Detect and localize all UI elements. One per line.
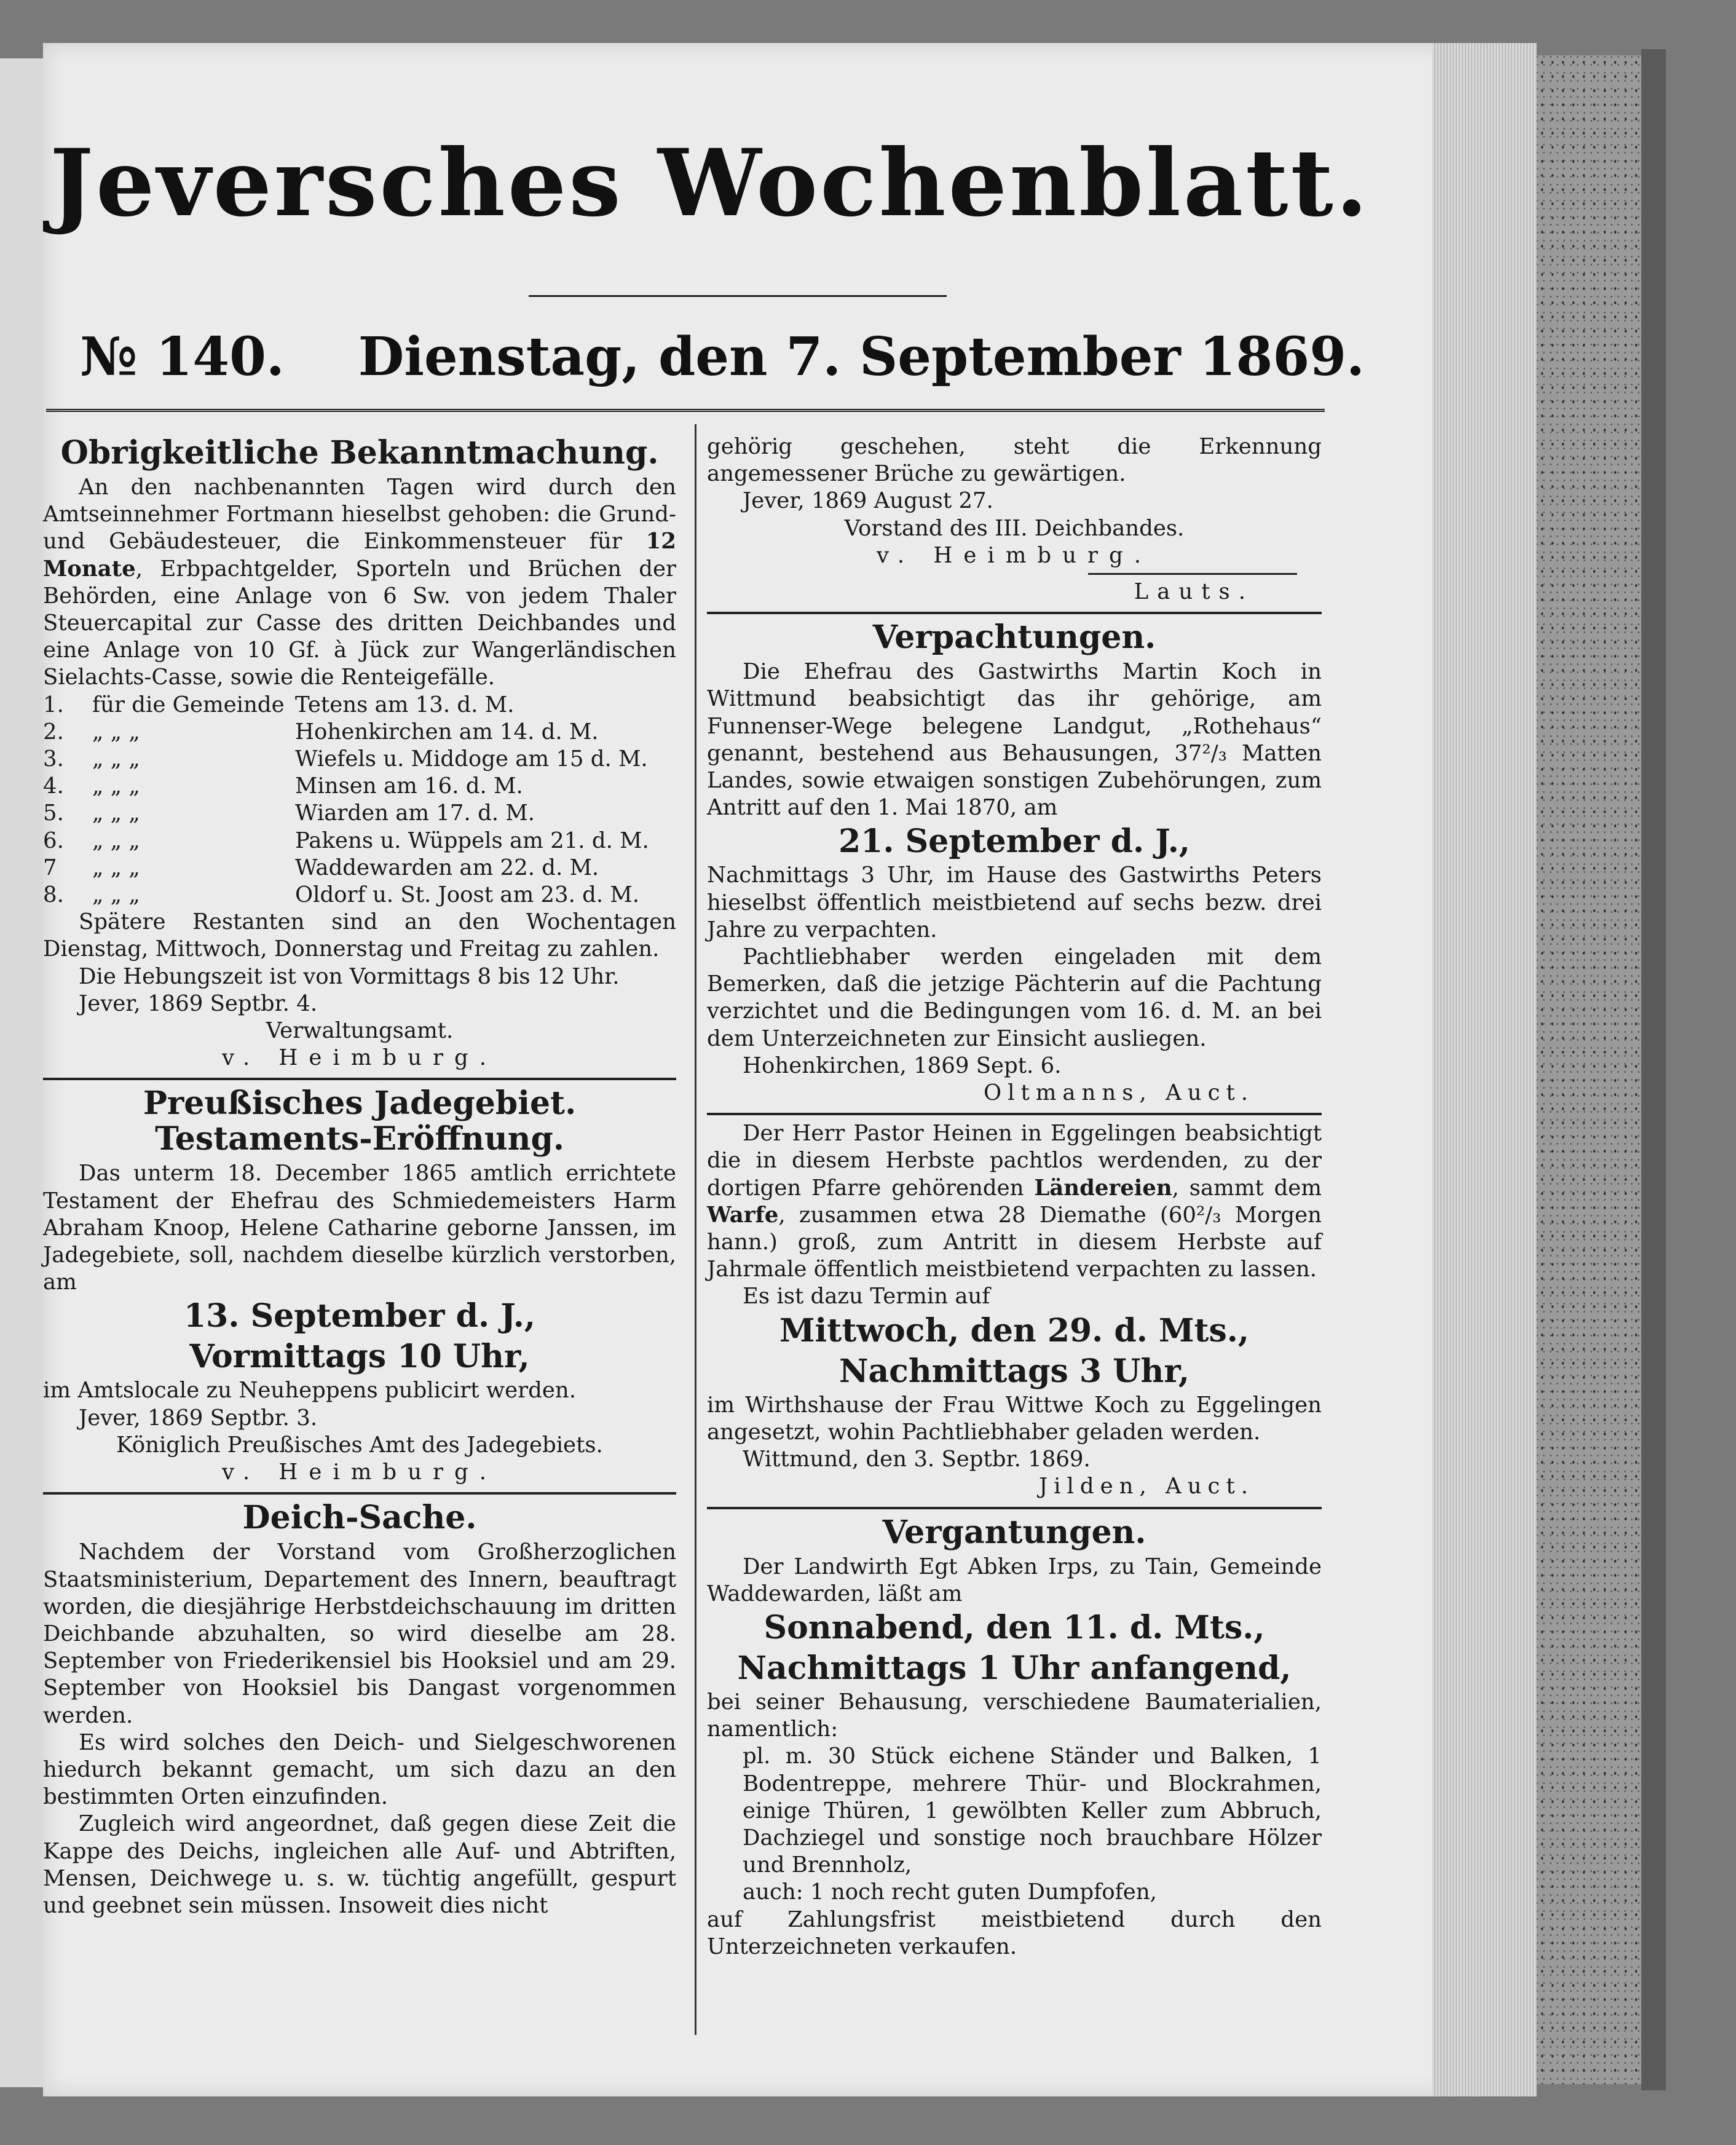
section-rule [707, 1113, 1322, 1115]
collection-schedule [43, 692, 676, 909]
text: , zusammen etwa 28 Diemathe (60²/₃ Morgen hann.) groß, zum Antritt in diesem Herbste auf Jahrmale öffentlich meistbietend verpachten zu lassen. [707, 1202, 1322, 1282]
schedule-row [43, 692, 676, 719]
signature: Lauts. [1134, 579, 1254, 605]
paragraph: im Wirthshause der Frau Wittwe Koch zu Eggelingen angesetzt, wohin Pachtliebhaber geladen werden. [707, 1392, 1322, 1445]
paragraph: im Amtslocale zu Neuheppens publicirt werden. [43, 1378, 577, 1404]
signature: v. Heimburg. [877, 542, 1152, 568]
notice-paragraph [707, 1120, 1322, 1283]
row-number: 3. [43, 746, 64, 772]
header-rule [46, 409, 1325, 412]
section-heading: Preußisches Jadegebiet. [143, 1084, 577, 1123]
event-date: 21. September d. J., [838, 823, 1190, 861]
dateline: Jever, 1869 Septbr. 3. [79, 1405, 318, 1431]
paragraph: Spätere Restanten sind an den Wochentagen Dienstag, Mittwoch, Donnerstag und Freitag zu zahlen. [43, 909, 676, 962]
row-text: Tetens am 13. d. M. [295, 692, 515, 717]
signature-rule [1088, 573, 1297, 575]
row-text: Wiefels u. Middoge am 15 d. M. [295, 746, 648, 772]
issue-date: Dienstag, den 7. September 1869. [358, 326, 1365, 388]
bold-text: Warfe [707, 1202, 779, 1228]
schedule-row [43, 882, 676, 909]
schedule-row [43, 746, 676, 773]
schedule-row [43, 855, 676, 882]
row-text: Pakens u. Wüppels am 21. d. M. [295, 828, 649, 853]
row-label: „ „ „ [92, 746, 140, 772]
row-number: 5. [43, 800, 64, 826]
masthead-title: Jeversches Wochenblatt. [50, 129, 1370, 237]
paragraph: bei seiner Behausung, verschiedene Baumaterialien, namentlich: [707, 1689, 1322, 1742]
event-time: Nachmittags 1 Uhr anfangend, [737, 1649, 1292, 1687]
paragraph: Nachmittags 3 Uhr, im Hause des Gastwirths Peters hieselbst öffentlich meistbietend auf sechs bezw. drei Jahre zu verpachten. [707, 863, 1322, 942]
text: Der Herr Pastor Heinen in Eggelingen beabsichtigt die in diesem Herbste pachtlos werdenden, zu der dortigen Pfarre gehörenden [707, 1121, 1322, 1201]
office-name: Verwaltungsamt. [266, 1018, 454, 1044]
paragraph: Die Hebungszeit ist von Vormittags 8 bis 12 Uhr. [79, 963, 620, 989]
paragraph: Die Ehefrau des Gastwirths Martin Koch in Wittmund beabsichtigt das ihr gehörige, am Funnenser-Wege belegene Landgut, „Rothehaus“ genannt, bestehend aus Behausungen, 37²/₃ Matten Landes, sowie etwaigen sonstigen Zubehörungen, zum Antritt auf den 1. Mai 1870, am [707, 659, 1322, 821]
paragraph: Es ist dazu Termin auf [743, 1284, 990, 1310]
event-time: Vormittags 10 Uhr, [189, 1338, 530, 1376]
paragraph: Nachdem der Vorstand vom Großherzoglichen Staatsministerium, Departement des Innern, beauftragt worden, die diesjährige Herbstdeichschauung im dritten Deichbande abzuhalten, so wird dieselbe am 28. September von Friederikensiel bis Hooksiel und am 29. September von Hooksiel bis Dangast vorgenommen werden. [43, 1539, 676, 1728]
office-name: Vorstand des III. Deichbandes. [844, 515, 1185, 541]
page-stack-edges [1432, 43, 1537, 2096]
row-text: Oldorf u. St. Joost am 23. d. M. [295, 882, 640, 908]
paragraph: gehörig geschehen, steht die Erkennung angemessener Brüche zu gewärtigen. [707, 434, 1322, 487]
row-label: „ „ „ [92, 828, 140, 853]
row-text: Hohenkirchen am 14. d. M. [295, 719, 599, 745]
row-number: 2. [43, 719, 64, 745]
cover-shadow [1641, 49, 1666, 2090]
row-label: „ „ „ [92, 855, 140, 880]
masthead-rule [529, 295, 947, 297]
signature: Jilden, Auct. [1038, 1474, 1254, 1499]
row-number: 4. [43, 773, 64, 799]
dateline: Wittmund, den 3. Septbr. 1869. [743, 1447, 1091, 1472]
row-label: für die Gemeinde [92, 692, 285, 717]
row-label: „ „ „ [92, 719, 140, 745]
event-date: 13. September d. J., [184, 1297, 535, 1335]
intro-text: An den nachbenannten Tagen wird durch den Amtseinnehmer Fortmann hieselbst gehoben: die Grund- und Gebäudesteuer, die Einkommensteuer für [43, 475, 676, 555]
bold-text: Ländereien [1034, 1175, 1172, 1201]
paragraph: Das unterm 18. December 1865 amtlich errichtete Testament der Ehefrau des Schmiedemeisters Harm Abraham Knoop, Helene Catharine geborne Janssen, im Jadegebiete, soll, nachdem dieselbe kürzlich verstorben, am [43, 1161, 676, 1295]
row-number: 8. [43, 882, 64, 908]
intro-bold: 12 Monate [43, 529, 676, 582]
section-rule [707, 1507, 1322, 1509]
column-divider [695, 424, 696, 2035]
issue-number: № 140. [80, 326, 285, 388]
row-text: Wiarden am 17. d. M. [295, 800, 535, 826]
left-column [43, 433, 676, 1919]
signature: Oltmanns, Auct. [984, 1080, 1254, 1106]
dateline: Hohenkirchen, 1869 Sept. 6. [743, 1053, 1062, 1078]
schedule-row [43, 800, 676, 827]
paragraph: auch: 1 noch recht guten Dumpfofen, [743, 1879, 1157, 1905]
signature: v. Heimburg. [222, 1460, 497, 1485]
section-heading: Deich-Sache. [242, 1499, 477, 1537]
section-heading: Vergantungen. [882, 1513, 1146, 1551]
paragraph: auf Zahlungsfrist meistbietend durch den Unterzeichneten verkaufen. [707, 1906, 1322, 1959]
paragraph: Pachtliebhaber werden eingeladen mit dem Bemerken, daß die jetzige Pächterin auf die Pachtung verzichtet und die Bedingungen vom 16. d. M. an bei dem Unterzeichneten zur Einsicht ausliegen. [707, 944, 1322, 1051]
row-text: Minsen am 16. d. M. [295, 773, 523, 799]
paragraph: Zugleich wird angeordnet, daß gegen diese Zeit die Kappe des Deichs, ingleichen alle Auf- und Abtriften, Mensen, Deichwege u. s. w. tüchtig angefüllt, gespurt und geebnet sein müssen. Insoweit dies nicht [43, 1811, 676, 1918]
row-number: 6. [43, 828, 64, 853]
text: , sammt dem [1172, 1175, 1322, 1201]
dateline: Jever, 1869 Septbr. 4. [79, 990, 318, 1016]
row-label: „ „ „ [92, 773, 140, 799]
item-list: pl. m. 30 Stück eichene Ständer und Balken, 1 Bodentreppe, mehrere Thür- und Blockrahmen, einige Thüren, 1 gewölbten Keller zum Abbruch, Dachziegel und sonstige noch brauchbare Hölzer und Brennholz, [743, 1744, 1322, 1878]
section-heading: Obrigkeitliche Bekanntmachung. [60, 434, 659, 472]
section-rule [707, 612, 1322, 614]
row-number: 1. [43, 692, 64, 717]
section-rule [43, 1078, 676, 1080]
paragraph: Der Landwirth Egt Abken Irps, zu Tain, Gemeinde Waddewarden, läßt am [707, 1554, 1322, 1606]
schedule-row [43, 828, 676, 855]
intro-text-end: , Erbpachtgelder, Sporteln und Brüchen der Behörden, eine Anlage von 6 Sw. von jedem Thaler Steuercapital zur Casse des dritten Deichbandes und eine Anlage von 10 Gf. à Jück zur Wangerländischen Sielachts-Casse, sowie die Renteigefälle. [43, 556, 676, 690]
schedule-row [43, 773, 676, 800]
row-label: „ „ „ [92, 800, 140, 826]
row-label: „ „ „ [92, 882, 140, 908]
issue-line [80, 326, 1365, 388]
signature: v. Heimburg. [222, 1045, 497, 1071]
event-time: Nachmittags 3 Uhr, [838, 1352, 1190, 1390]
section-subheading: Testaments-Eröffnung. [155, 1120, 564, 1158]
schedule-row [43, 719, 676, 746]
section-heading: Verpachtungen. [872, 618, 1156, 657]
office-name: Königlich Preußisches Amt des Jadegebiets. [116, 1432, 603, 1458]
event-date: Mittwoch, den 29. d. Mts., [779, 1311, 1250, 1349]
row-text: Waddewarden am 22. d. M. [295, 855, 599, 880]
event-date: Sonnabend, den 11. d. Mts., [763, 1608, 1265, 1646]
paragraph: Es wird solches den Deich- und Sielgeschworenen hiedurch bekannt gemacht, um sich dazu an den bestimmten Orten einzufinden. [43, 1729, 676, 1810]
previous-page-edge [0, 58, 45, 2087]
section-rule [43, 1492, 676, 1495]
dateline: Jever, 1869 August 27. [743, 488, 993, 514]
book-cover-edge [1537, 55, 1641, 2084]
row-number: 7 [43, 855, 57, 880]
right-column [707, 433, 1322, 1961]
notice-intro [43, 474, 676, 692]
